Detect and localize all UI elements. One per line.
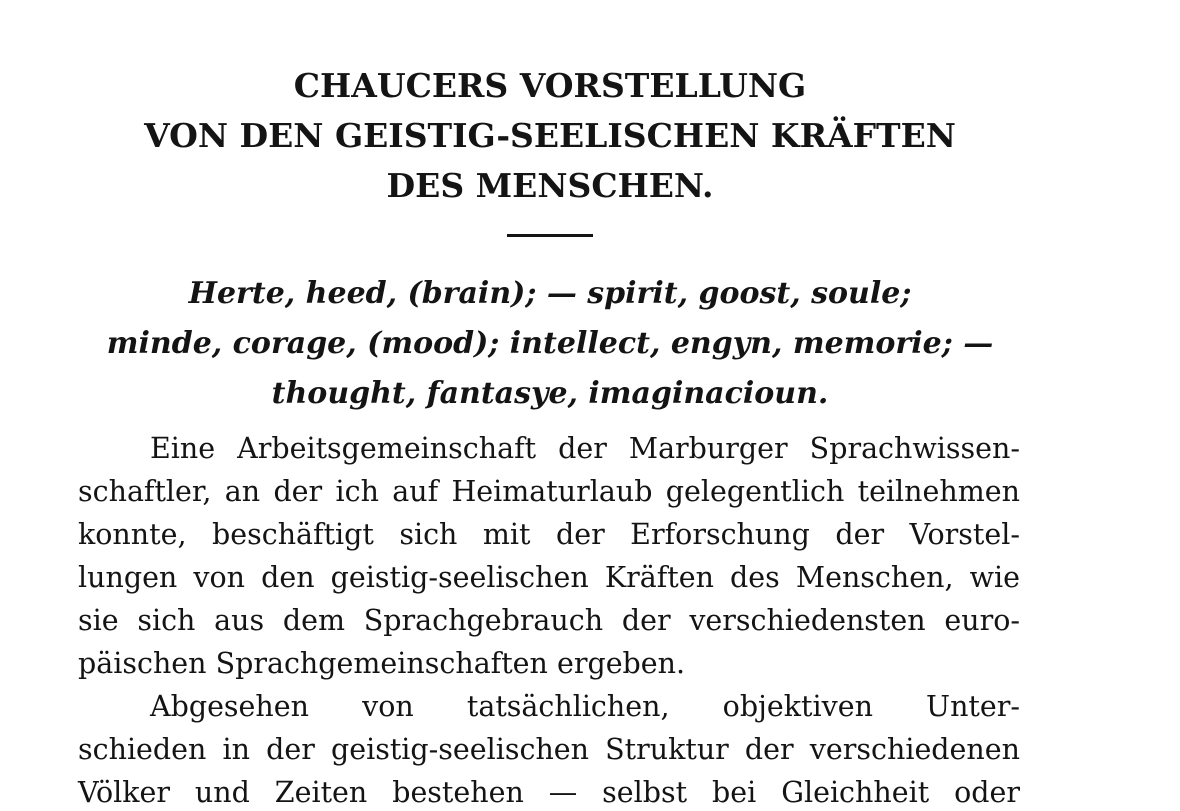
paragraph-1-line-1: Eine Arbeitsgemeinschaft der Marburger Sprachwissen- — [150, 432, 1020, 465]
paragraph-1-line-2: schaftler, an der ich auf Heimaturlaub gelegentlich teilnehmen — [78, 475, 1020, 508]
paragraph-2-line-1: Abgesehen von tatsächlichen, objektiven Unter- — [150, 690, 1020, 723]
motto-line-2: minde, corage, (mood); intellect, engyn, memorie; — — [106, 326, 994, 361]
paragraph-1-line-3: konnte, beschäftigt sich mit der Erforschung der Vorstel- — [78, 518, 1020, 551]
title-line-2: VON DEN GEISTIG-SEELISCHEN KRÄFTEN — [144, 116, 956, 155]
motto-line-3: thought, fantasye, imaginacioun. — [271, 376, 829, 411]
title-divider — [507, 234, 593, 237]
motto-line-1: Herte, heed, (brain); — spirit, goost, soule; — [188, 276, 912, 311]
paragraph-1-line-4: lungen von den geistig-seelischen Kräften des Menschen, wie — [78, 561, 1020, 594]
paragraph-1-line-6: päischen Sprachgemeinschaften ergeben. — [78, 647, 686, 680]
title-line-3: DES MENSCHEN. — [386, 166, 714, 205]
paragraph-1-line-5: sie sich aus dem Sprachgebrauch der verschiedensten euro- — [78, 604, 1020, 637]
title-line-1: CHAUCERS VORSTELLUNG — [293, 66, 807, 105]
paragraph-2-line-3: Völker und Zeiten bestehen — selbst bei Gleichheit oder — [78, 776, 1020, 809]
paragraph-2-line-2: schieden in der geistig-seelischen Struktur der verschiedenen — [78, 733, 1020, 766]
